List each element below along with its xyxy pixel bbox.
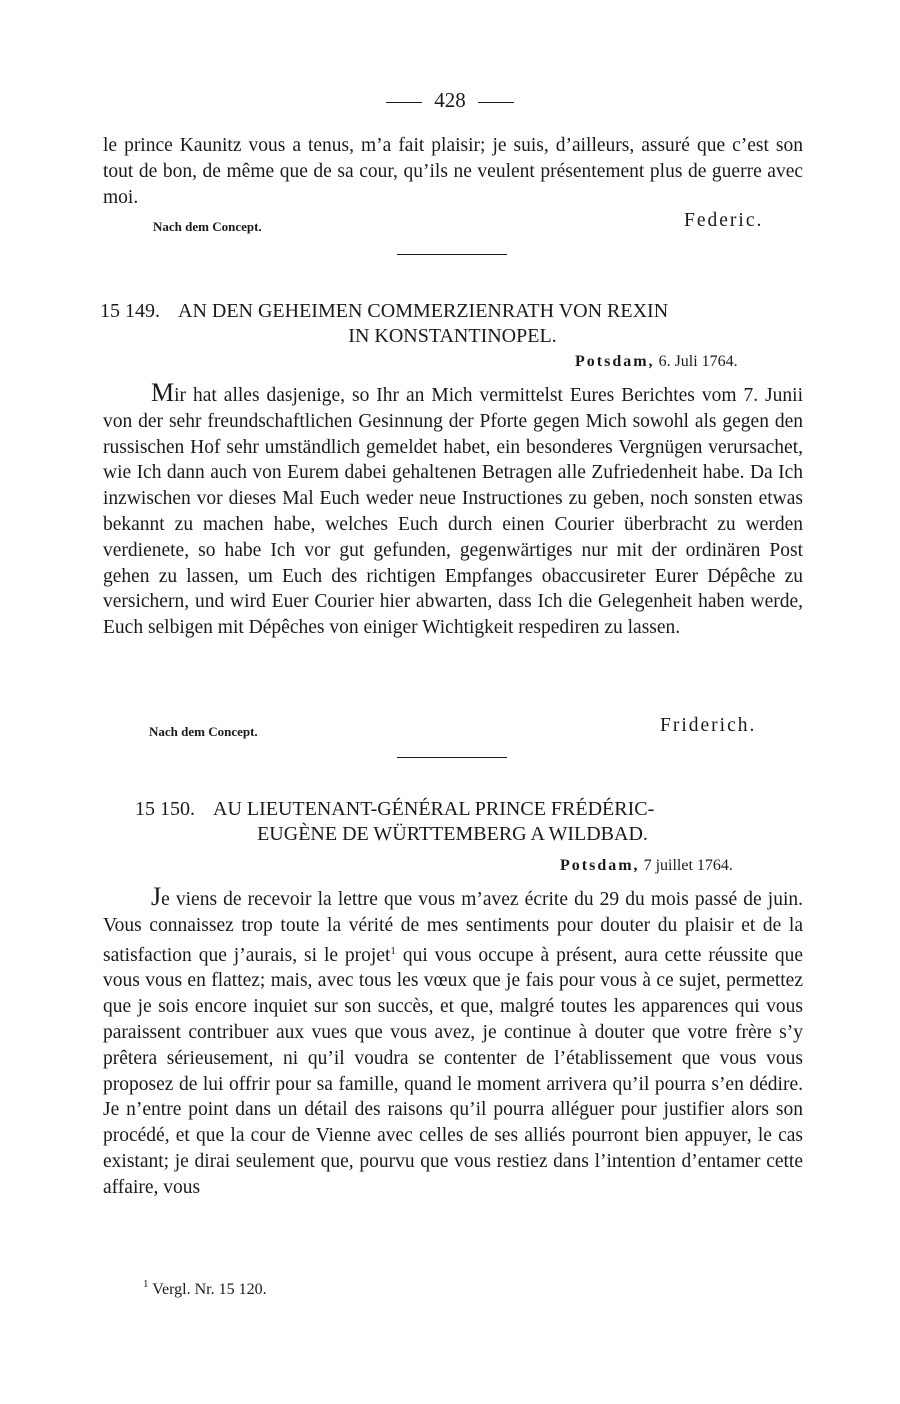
page-number: 428 [434, 88, 466, 112]
letter-15149-source: Nach dem Concept. [149, 724, 258, 739]
letter-15149-number: 15 149. [100, 300, 160, 322]
letter-end-text: le prince Kaunitz vous a tenus, m’a fait plaisir; je suis, d’ailleurs, assuré que c’est son tout de bon, de même que de sa cour, qu’ils ne veulent présentement plus de guerre avec moi. [103, 135, 803, 208]
header-dash-left [386, 102, 422, 103]
letter-15149-dateline [575, 353, 738, 371]
letter-15149-place: Potsdam, [575, 353, 655, 370]
letter-15149-recipient-line1: AN DEN GEHEIMEN COMMERZIENRATH VON REXIN [178, 300, 669, 322]
section-divider-2 [397, 757, 507, 758]
letter-15150-recipient-line1: AU LIEUTENANT-GÉNÉRAL PRINCE FRÉDÉRIC- [213, 798, 655, 820]
letter-15150-heading [100, 797, 805, 847]
page-header [0, 88, 900, 113]
letter-15149-dropcap: M [151, 378, 175, 407]
letter-15150-number: 15 150. [135, 798, 195, 820]
letter-15150-body [103, 884, 803, 1201]
header-dash-right [478, 102, 514, 103]
letter-15149-heading [100, 299, 805, 349]
footnote-marker: 1 [143, 1278, 149, 1290]
letter-15150-recipient-line2: EUGÈNE DE WÜRTTEMBERG A WILDBAD. [257, 823, 648, 845]
letter-15149-signature: Friderich. [660, 715, 757, 736]
letter-15149-recipient-line2: IN KONSTANTINOPEL. [348, 325, 557, 347]
letter-15150-text-part2: qui vous occupe à présent, aura cette réussite que vous vous en flattez; mais, avec tous les vœux que je fais pour vous à ce sujet, permettez que je sois encore inquiet sur son succès, et que, malgré toutes les apparences qui vous paraissent contribuer aux vues que vous avez, je continue à douter que votre frère s’y prêtera sérieusement, ni qu’il voudra se contenter de l’établissement que vous vous proposez de lui offrir pour sa famille, quand le moment arrivera qu’il pourra s’en dédire. Je n’entre point dans un détail des raisons qu’il pourra alléguer pour justifier alors son procédé, et que la cour de Vienne avec celles de ses alliés pourront bien appuyer, le cas existant; je dirai seulement que, pourvu que vous restiez dans l’intention d’entamer cette affaire, vous [103, 944, 803, 1198]
section-divider [397, 254, 507, 255]
letter-end-source: Nach dem Concept. [153, 219, 262, 234]
letter-15150-date: 7 juillet 1764. [643, 857, 733, 874]
letter-15150-text-part1: e viens de recevoir la lettre que vous m’avez écrite du 29 du mois passé de juin. Vous connaissez trop toute la vérité de mes sentiments pour douter du plaisir et de la satisfaction que j’aurais, si le projet [103, 889, 803, 966]
letter-15150-place: Potsdam, [560, 857, 640, 874]
letter-15149-text: ir hat alles dasjenige, so Ihr an Mich vermittelst Eures Berichtes vom 7. Junii von der sehr freundschaftlichen Gesinnung der Pforte gegen Mich sowohl als gegen den russischen Hof sehr umständlich gemeldet habet, ein besonderes Vergnügen verursachet, wie Ich dann auch von Eurem dabei gehaltenen Betragen alle Zufriedenheit habe. Da Ich inzwischen vor dieses Mal Euch weder neue Instructiones zu geben, noch sonsten etwas bekannt zu machen habe, welches Euch durch einen Courier überbracht zu werden verdienete, so habe Ich vor gut gefunden, gegenwärtiges nur mit der ordinären Post gehen zu lassen, um Euch des richtigen Empfanges obaccusireter Eurer Dépêche zu versichern, und wird Euer Courier hier abwarten, dass Ich die Gelegenheit haben werde, Euch selbigen mit Dépêches von einiger Wichtigkeit respediren zu lassen. [103, 385, 803, 639]
letter-15150-dateline [560, 857, 733, 875]
letter-end-paragraph [103, 133, 803, 210]
letter-15150-dropcap: J [151, 882, 162, 911]
footnote-reference: 1 [390, 944, 396, 957]
letter-end-signature: Federic. [684, 210, 764, 231]
footnote [143, 1278, 267, 1299]
letter-15149-body [103, 380, 803, 641]
letter-15149-date: 6. Juli 1764. [658, 353, 738, 370]
footnote-text: Vergl. Nr. 15 120. [152, 1281, 267, 1298]
